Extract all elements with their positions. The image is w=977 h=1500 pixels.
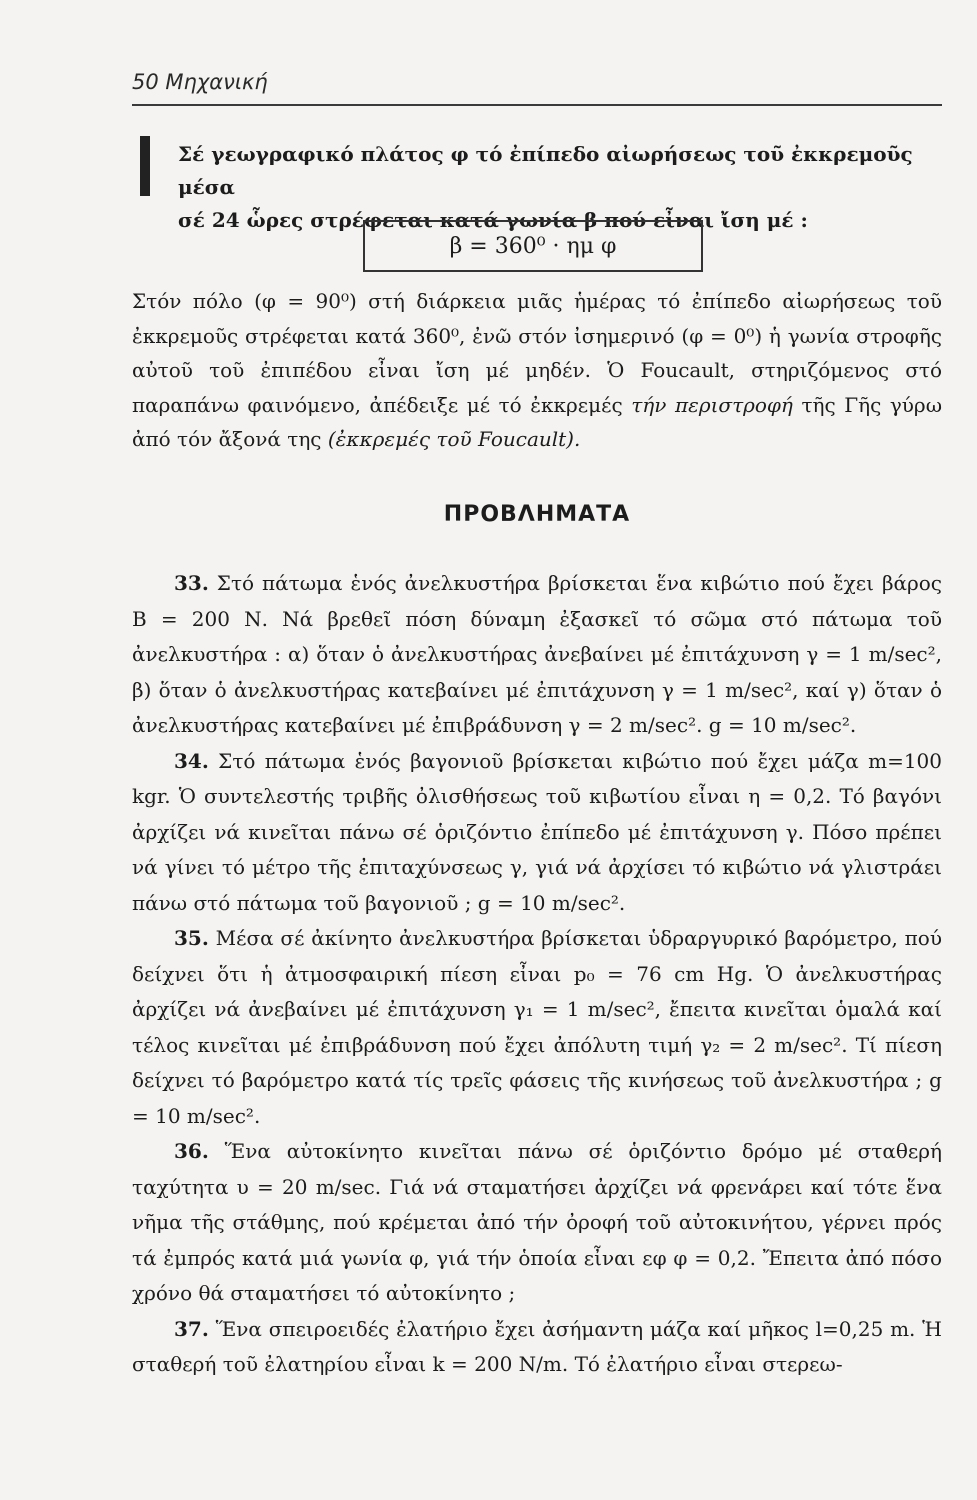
paragraph-text-2: τῆς Γῆς γύρω ἀπό τόν ἄξονά της bbox=[132, 392, 943, 451]
problem-text: Στό πάτωμα ἑνός βαγονιοῦ βρίσκεται κιβώτιο πού ἔχει μάζα m=100 kgr. Ὁ συντελεστής τριβῆς ὀλισθήσεως τοῦ κιβωτίου εἶναι η = 0,2. Τό βαγόνι ἀρχίζει νά κινεῖται πάνω σέ ὁριζόντιο ἐπίπεδο μέ ἐπιτάχυνση γ. Πόσο πρέπει νά γίνει τό μέτρο τῆς ἐπιταχύνσεως γ, γιά νά ἀρχίσει τό κιβώτιο νά γλιστράει πάνω στό πάτωμα τοῦ βαγονιοῦ ; g = 10 m/sec². bbox=[132, 748, 943, 915]
paragraph-italic-1: τήν περιστροφή bbox=[631, 392, 793, 417]
paragraph-italic-2: (ἐκκρεμές τοῦ Foucault). bbox=[327, 427, 581, 451]
running-header bbox=[132, 70, 942, 94]
paragraph-text: Στόν πόλο (φ = 90⁰) στή διάρκεια μιᾶς ἡμέρας τό ἐπίπεδο αἰωρήσεως τοῦ ἐκκρεμοῦς στρέφεται κατά 360⁰, ἐνῶ στόν ἰσημερινό (φ = 0⁰) ἡ γωνία στροφῆς αὐτοῦ τοῦ ἐπιπέδου εἶναι ἴση μέ μηδέν. Ὁ Foucault, στηριζόμενος στό παραπάνω φαινόμενο, ἀπέδειξε μέ τό ἐκκρεμές bbox=[132, 289, 942, 417]
intro-line-2: σέ 24 ὧρες στρέφεται κατά γωνία β πού εἶναι ἴση μέ : bbox=[178, 208, 808, 232]
problem-text: Ἕνα σπειροειδές ἐλατήριο ἔχει ἀσήμαντη μάζα καί μῆκος l=0,25 m. Ἡ σταθερή τοῦ ἐλατηρίου εἶναι k = 200 N/m. Τό ἐλατήριο εἶναι στερεω- bbox=[132, 1316, 942, 1376]
problem-35 bbox=[132, 921, 942, 1134]
header-rule bbox=[132, 104, 942, 106]
highlight-bar bbox=[140, 136, 150, 196]
chapter-title: Μηχανική bbox=[165, 70, 268, 94]
formula: β = 360⁰ · ημ φ bbox=[449, 233, 617, 259]
section-title: ΠΡΟΒΛΗΜΑΤΑ bbox=[443, 502, 631, 527]
problem-number: 33. bbox=[174, 571, 209, 595]
problem-text: Στό πάτωμα ἑνός ἀνελκυστήρα βρίσκεται ἕνα κιβώτιο πού ἔχει βάρος Β = 200 Ν. Νά βρεθεῖ πόση δύναμη ἐξασκεῖ τό σῶμα στό πάτωμα τοῦ ἀνελκυστήρα : α) ὅταν ὁ ἀνελκυστήρας ἀνεβαίνει μέ ἐπιτάχυνση γ = 1 m/sec², β) ὅταν ὁ ἀνελκυστήρας κατεβαίνει μέ ἐπιτάχυνση γ = 1 m/sec², καί γ) ὅταν ὁ ἀνελκυστήρας κατεβαίνει μέ ἐπιβράδυνση γ = 2 m/sec². g = 10 m/sec². bbox=[132, 571, 943, 737]
foucault-paragraph bbox=[132, 284, 942, 457]
problem-text: Ἕνα αὐτοκίνητο κινεῖται πάνω σέ ὁριζόντιο δρόμο μέ σταθερή ταχύτητα υ = 20 m/sec. Γιά νά σταματήσει ἀρχίζει νά φρενάρει καί τότε ἕνα νῆμα τῆς στάθμης, πού κρέμεται ἀπό τήν ὀροφή τοῦ αὐτοκινήτου, γέρνει πρός τά ἐμπρός κατά μιά γωνία φ, γιά τήν ὁποία εἶναι εφ φ = 0,2. Ἔπειτα ἀπό πόσο χρόνο θά σταματήσει τό αὐτοκίνητο ; bbox=[132, 1139, 942, 1305]
page-number: 50 bbox=[132, 70, 159, 94]
problem-34 bbox=[132, 744, 942, 922]
problem-list bbox=[132, 566, 942, 1383]
problem-number: 35. bbox=[174, 926, 209, 950]
problem-number: 34. bbox=[174, 748, 209, 773]
problem-37 bbox=[132, 1312, 942, 1383]
problem-number: 37. bbox=[174, 1316, 209, 1341]
problem-36 bbox=[132, 1134, 942, 1312]
problem-number: 36. bbox=[174, 1139, 209, 1163]
intro-line-1: Σέ γεωγραφικό πλάτος φ τό ἐπίπεδο αἰωρήσεως τοῦ ἐκκρεμοῦς μέσα bbox=[178, 142, 913, 199]
formula-box bbox=[363, 220, 703, 272]
problem-33 bbox=[132, 566, 942, 744]
problem-text: Μέσα σέ ἀκίνητο ἀνελκυστήρα βρίσκεται ὑδραργυρικό βαρόμετρο, πού δείχνει ὅτι ἡ ἀτμοσφαιρική πίεση εἶναι p₀ = 76 cm Hg. Ὁ ἀνελκυστήρας ἀρχίζει νά ἀνεβαίνει μέ ἐπιτάχυνση γ₁ = 1 m/sec², ἔπειτα κινεῖται ὁμαλά καί τέλος κινεῖται μέ ἐπιβράδυνση πού ἔχει ἀπόλυτη τιμή γ₂ = 2 m/sec². Τί πίεση δείχνει τό βαρόμετρο κατά τίς τρεῖς φάσεις τῆς κινήσεως τοῦ ἀνελκυστήρα ; g = 10 m/sec². bbox=[132, 926, 943, 1128]
